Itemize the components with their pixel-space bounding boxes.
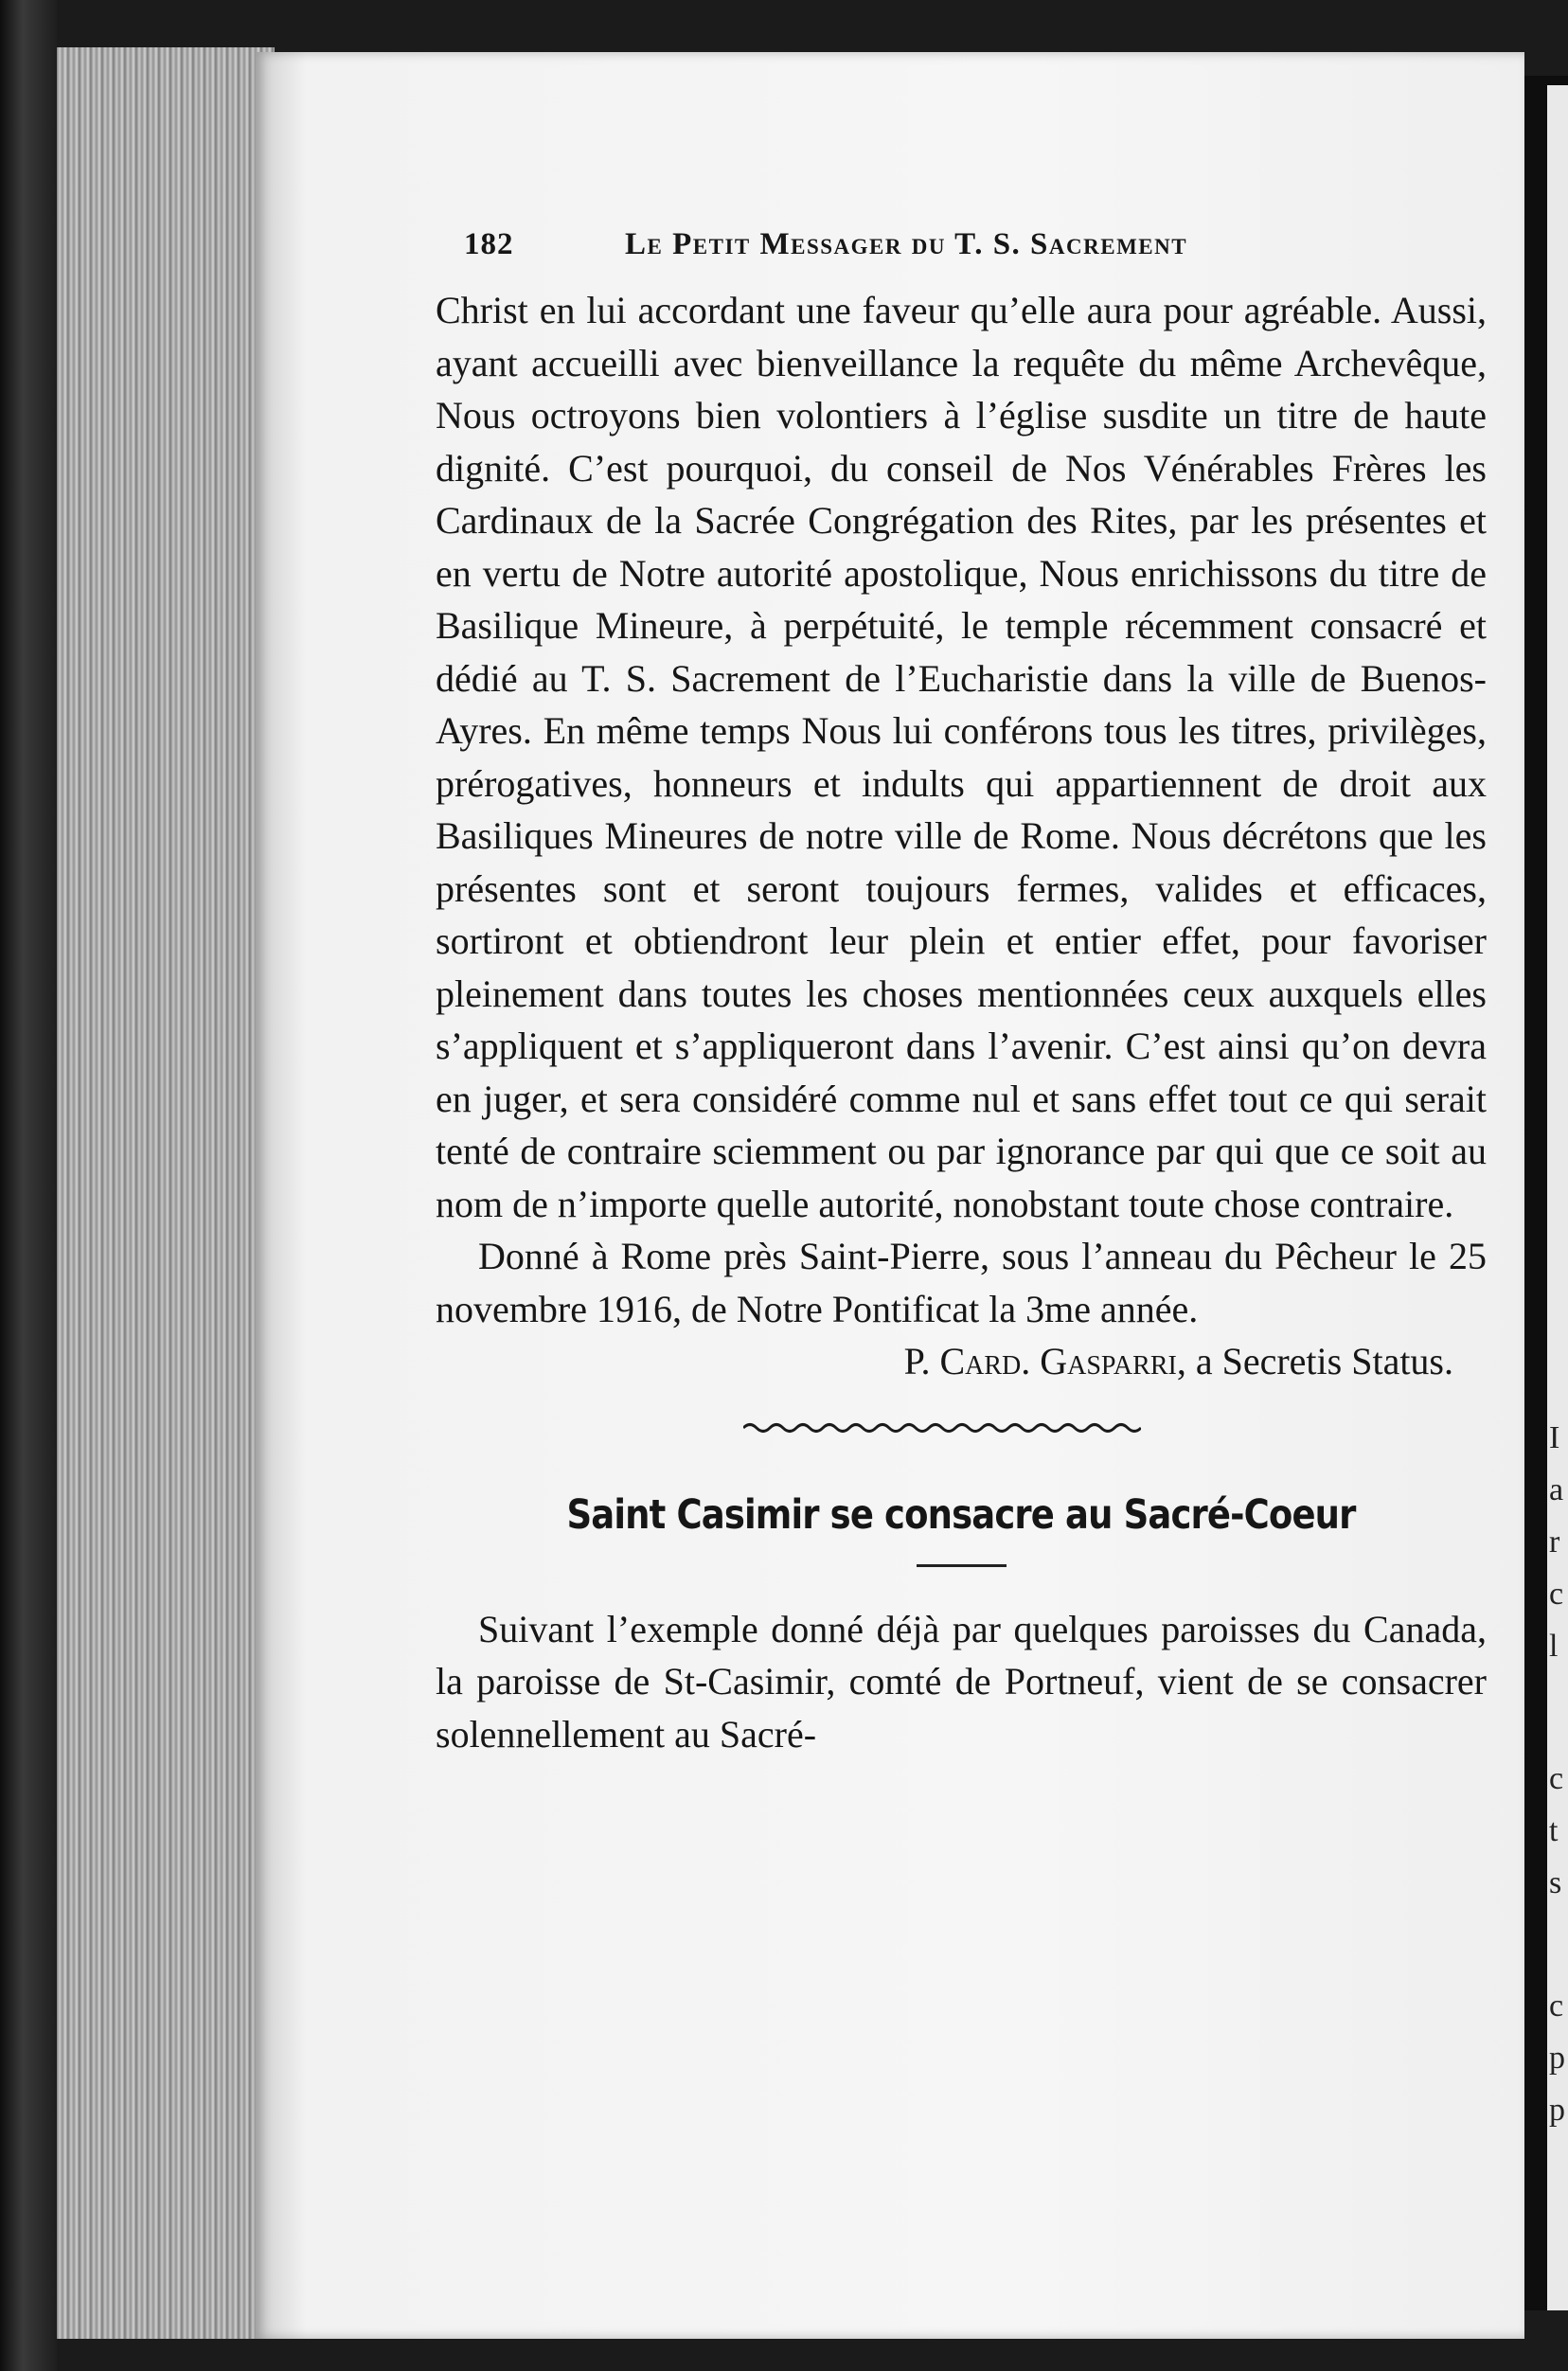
facing-page-fragment: I [1549, 1420, 1560, 1455]
facing-page-fragment: r [1549, 1524, 1560, 1560]
facing-page-fragment: s [1549, 1865, 1562, 1900]
running-title: Le Petit Messager du T. S. Sacrement [625, 227, 1188, 261]
book-spine-shadow [0, 0, 57, 2371]
section-heading: Saint Casimir se consacre au Sacré-Coeur [566, 1490, 1356, 1539]
facing-page-fragment: a [1549, 1472, 1564, 1507]
page-number: 182 [464, 227, 514, 261]
facing-page-fragment: p [1549, 2041, 1565, 2076]
heading-rule [917, 1564, 1007, 1567]
wavy-divider [743, 1421, 1141, 1435]
facing-page-fragment: c [1549, 1761, 1564, 1796]
facing-page-fragment: l [1549, 1629, 1559, 1664]
dating-paragraph: Donné à Rome près Saint-Pierre, sous l’anneau du Pêcheur le 25 novembre 1916, de Notre Pontificat la 3me année. [436, 1235, 1487, 1330]
section-paragraph: Suivant l’exemple donné déjà par quelques paroisses du Canada, la paroisse de St-Casimir, comté de Portneuf, vient de se consacrer solennellement au Sacré- [436, 1607, 1487, 1756]
signature-name: P. Card. Gasparri, [903, 1340, 1186, 1382]
signature-role: a Secretis Status. [1195, 1340, 1453, 1382]
page-edges [57, 47, 275, 2339]
facing-page-sliver [1547, 85, 1568, 2310]
running-head [464, 227, 1487, 284]
facing-page-fragment: p [1549, 2093, 1565, 2128]
facing-page-fragment: c [1549, 1577, 1564, 1612]
signature-line [436, 1335, 1487, 1388]
facing-page-fragment: c [1549, 1988, 1564, 2023]
facing-page-fragment: t [1549, 1813, 1559, 1848]
page-content [436, 227, 1487, 1760]
body-paragraph: Christ en lui accordant une faveur qu’elle aura pour agréable. Aussi, ayant accueilli avec bienveillance la requête du même Archevêque, Nous octroyons bien volontiers à l’église susdite un titre de haute dignité. C’est pourquoi, du conseil de Nos Vénérables Frères les Cardinaux de la Sacrée Congrégation des Rites, par les présentes et en vertu de Notre autorité apostolique, Nous enrichissons du titre de Basilique Mineure, à perpétuité, le temple récemment consacré et dédié au T. S. Sacrement de l’Eucharistie dans la ville de Buenos-Ayres. En même temps Nous lui conférons tous les titres, privilèges, prérogatives, honneurs et indults qui appartiennent de droit aux Basiliques Mineures de notre ville de Rome. Nous décrétons que les présentes sont et seront toujours fermes, valides et efficaces, sortiront et obtiendront leur plein et entier effet, pour favoriser pleinement dans toutes les choses mentionnées ceux auxquels elles s’appliquent et s’appliqueront dans l’avenir. C’est ainsi qu’on devra en juger, et sera considéré comme nul et sans effet tout ce qui serait tenté de contraire sciemment ou par ignorance par qui que ce soit au nom de n’importe quelle autorité, nonobstant toute chose contraire. [436, 289, 1487, 1225]
